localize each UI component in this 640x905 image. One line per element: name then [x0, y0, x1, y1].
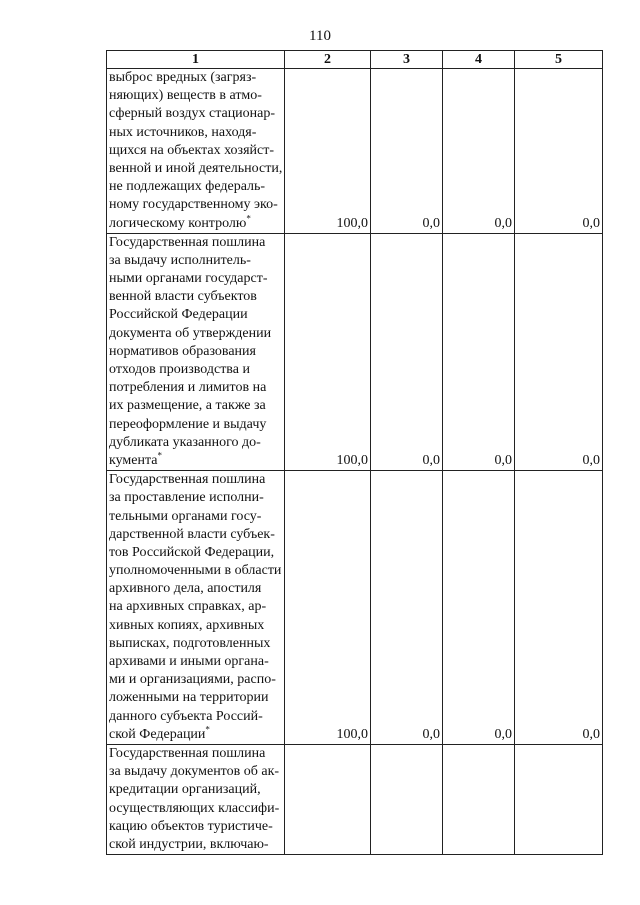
description-line — [109, 745, 282, 763]
value-col-3: 0,0 — [371, 233, 443, 470]
description-text: логическому контролю — [109, 215, 247, 231]
description-text: за выдачу документов об ак- — [109, 764, 280, 780]
value-col-5: 0,0 — [515, 471, 603, 745]
description-text: венной и иной деятельности, — [109, 160, 283, 176]
description-line — [109, 142, 282, 160]
description-text: кредитации организаций, — [109, 782, 261, 798]
description-text: хивных копиях, архивных — [109, 617, 265, 633]
description-text: ложенными на территории — [109, 690, 269, 706]
page-number: 110 — [309, 28, 331, 44]
value-col-3: 0,0 — [371, 69, 443, 234]
header-row — [107, 51, 603, 69]
description-line — [109, 306, 282, 324]
description-line — [109, 726, 282, 744]
description-text: отходов производства и — [109, 362, 250, 377]
description-line — [109, 526, 282, 544]
value-col-4: 0,0 — [443, 233, 515, 470]
value-col-4 — [443, 744, 515, 854]
header-cell: 4 — [443, 51, 515, 69]
description-text: уполномоченными в области — [109, 563, 282, 579]
description-line — [109, 471, 282, 489]
value-col-5: 0,0 — [515, 69, 603, 234]
description-line — [109, 434, 282, 452]
description-text: архивами и иными органа- — [109, 654, 269, 669]
table-row — [107, 233, 603, 470]
description-line — [109, 635, 282, 653]
description-text: данного субъекта Россий- — [109, 708, 263, 724]
row-description — [107, 69, 285, 234]
value-col-2 — [285, 744, 371, 854]
description-text: ской Федерации — [109, 726, 206, 742]
description-line — [109, 489, 282, 507]
description-line — [109, 212, 282, 233]
description-line — [109, 562, 282, 580]
description-line — [109, 69, 282, 87]
header-cell: 5 — [515, 51, 603, 69]
description-line — [109, 452, 282, 470]
value-col-4: 0,0 — [443, 471, 515, 745]
description-line — [109, 379, 282, 397]
description-line — [109, 196, 282, 214]
description-text: выброс вредных (загряз- — [109, 70, 257, 85]
description-line — [109, 252, 282, 270]
description-line — [109, 416, 282, 434]
description-text: кумента — [109, 452, 158, 468]
description-line — [109, 124, 282, 142]
description-text: щихся на объектах хозяйст- — [109, 142, 274, 158]
description-line — [109, 178, 282, 196]
description-line — [109, 397, 282, 415]
description-line — [109, 689, 282, 707]
value-col-5 — [515, 744, 603, 854]
header-cell: 3 — [371, 51, 443, 69]
row-description — [107, 471, 285, 745]
value-col-5: 0,0 — [515, 233, 603, 470]
value-col-3 — [371, 744, 443, 854]
description-line — [109, 580, 282, 598]
description-text: сферный воздух стационар- — [109, 106, 276, 122]
description-line — [109, 781, 282, 799]
description-line — [109, 653, 282, 671]
value-col-2: 100,0 — [285, 69, 371, 234]
description-text: за выдачу исполнитель- — [109, 252, 251, 268]
description-text: не подлежащих федераль- — [109, 179, 266, 195]
description-text: Государственная пошлина — [109, 472, 266, 488]
description-text: тов Российской Федерации, — [109, 544, 275, 560]
row-description — [107, 744, 285, 854]
description-line — [109, 87, 282, 105]
description-line — [109, 270, 282, 288]
description-line — [109, 617, 282, 635]
description-text: выписках, подготовленных — [109, 635, 271, 651]
description-text: документа об утверждении — [109, 325, 272, 341]
description-text: няющих) веществ в атмо- — [109, 88, 262, 104]
description-line — [109, 160, 282, 178]
description-line — [109, 234, 282, 252]
description-text: их размещение, а также за — [109, 398, 266, 414]
value-col-2: 100,0 — [285, 233, 371, 470]
description-text: кацию объектов туристиче- — [109, 818, 273, 834]
description-text: ми и организациями, распо- — [109, 672, 276, 688]
table-row — [107, 471, 603, 745]
description-line — [109, 343, 282, 361]
footnote-mark: * — [246, 212, 251, 223]
description-text: ных источников, находя- — [109, 124, 257, 140]
description-line — [109, 800, 282, 818]
description-text: потребления и лимитов на — [109, 380, 267, 396]
description-line — [109, 763, 282, 781]
description-text: венной власти субъектов — [109, 289, 257, 305]
description-line — [109, 361, 282, 379]
description-line — [109, 836, 282, 854]
footnote-mark: * — [157, 450, 162, 461]
table-row — [107, 744, 603, 854]
description-text: осуществляющих классифи- — [109, 800, 280, 816]
footnote-mark: * — [205, 724, 210, 735]
description-line — [109, 288, 282, 306]
description-line — [109, 671, 282, 689]
description-line — [109, 508, 282, 526]
description-line — [109, 544, 282, 562]
header-cell: 1 — [107, 51, 285, 69]
row-description — [107, 233, 285, 470]
value-col-3: 0,0 — [371, 471, 443, 745]
description-line — [109, 818, 282, 836]
description-line — [109, 598, 282, 616]
header-cell: 2 — [285, 51, 371, 69]
description-text: архивного дела, апостиля — [109, 581, 262, 597]
description-line — [109, 708, 282, 726]
description-line — [109, 325, 282, 343]
description-text: нормативов образования — [109, 343, 256, 359]
description-line — [109, 105, 282, 123]
description-text: дубликата указанного до- — [109, 434, 261, 450]
description-text: ными органами государст- — [109, 271, 268, 287]
description-text: ской индустрии, включаю- — [109, 836, 269, 852]
description-text: ному государственному эко- — [109, 197, 278, 213]
budget-table — [106, 50, 603, 855]
value-col-2: 100,0 — [285, 471, 371, 745]
table-body — [107, 69, 603, 855]
description-text: дарственной власти субъек- — [109, 526, 275, 542]
description-text: Государственная пошлина — [109, 745, 266, 761]
description-text: тельными органами госу- — [109, 508, 262, 524]
description-text: Российской Федерации — [109, 307, 248, 323]
description-text: Государственная пошлина — [109, 234, 266, 250]
description-text: за проставление исполни- — [109, 490, 264, 506]
table-row — [107, 69, 603, 234]
value-col-4: 0,0 — [443, 69, 515, 234]
description-text: переоформление и выдачу — [109, 416, 267, 432]
description-text: на архивных справках, ар- — [109, 599, 267, 615]
